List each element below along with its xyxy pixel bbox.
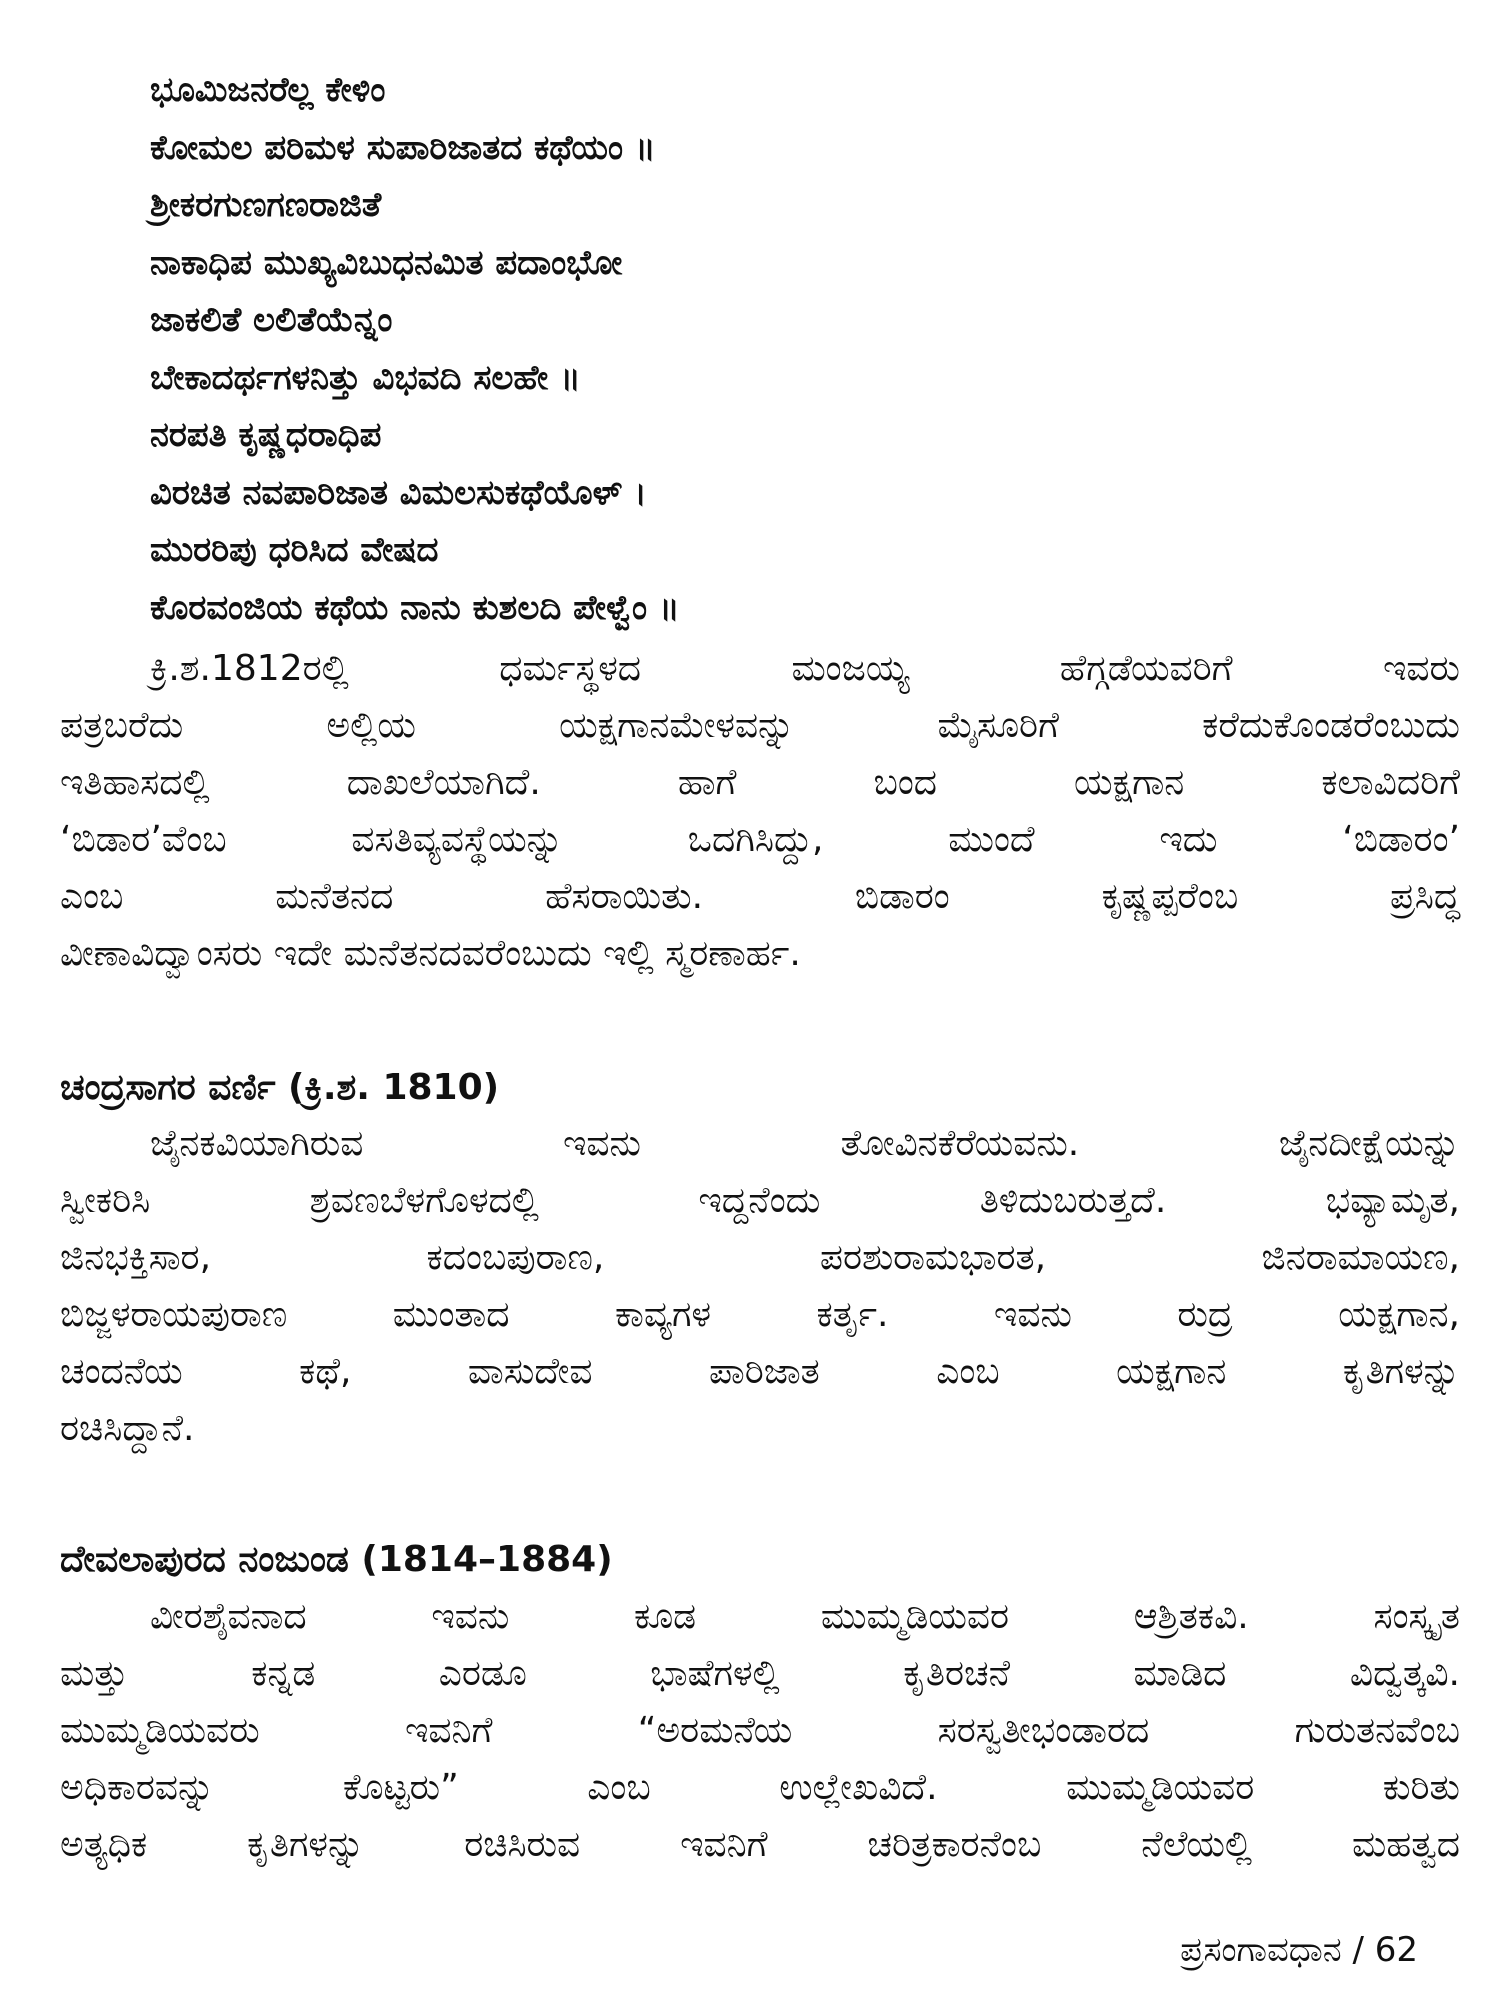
paragraph-line: ಎಂಬ ಮನೆತನದ ಹೆಸರಾಯಿತು. ಬಿಡಾರಂ ಕೃಷ್ಣಪ್ಪರೆಂಬ ಪ್ರಸಿದ್ಧ bbox=[60, 876, 1460, 917]
paragraph-line: ವೀಣಾವಿದ್ವಾಂಸರು ಇದೇ ಮನೆತನದವರೆಂಬುದು ಇಲ್ಲಿ ಸ್ಮರಣಾರ್ಹ. bbox=[60, 933, 801, 974]
verse-line: ಕೋಮಲ ಪರಿಮಳ ಸುಪಾರಿಜಾತದ ಕಥೆಯಂ ॥ bbox=[150, 127, 656, 168]
paragraph-line: ಮುಮ್ಮಡಿಯವರು ಇವನಿಗೆ “ಅರಮನೆಯ ಸರಸ್ವತೀಭಂಡಾರದ ಗುರುತನವೆಂಬ bbox=[60, 1710, 1460, 1751]
paragraph-line: ಸ್ವೀಕರಿಸಿ ಶ್ರವಣಬೆಳಗೊಳದಲ್ಲಿ ಇದ್ದನೆಂದು ತಿಳಿದುಬರುತ್ತದೆ. ಭವ್ಯಾಮೃತ, bbox=[60, 1180, 1460, 1221]
verse-line: ನಾಕಾಧಿಪ ಮುಖ್ಯವಿಬುಧನಮಿತ ಪದಾಂಭೋ bbox=[150, 242, 623, 283]
paragraph-line: ರಚಿಸಿದ್ದಾನೆ. bbox=[60, 1408, 195, 1449]
verse-line: ಜಾಕಲಿತೆ ಲಲಿತೆಯೆನ್ನಂ bbox=[150, 300, 393, 340]
verse-block bbox=[150, 62, 1400, 637]
verse-line: ನರಪತಿ ಕೃಷ್ಣಧರಾಧಿಪ bbox=[150, 415, 382, 455]
paragraph-line: ವೀರಶೈವನಾದ ಇವನು ಕೂಡ ಮುಮ್ಮಡಿಯವರ ಆಶ್ರಿತಕವಿ. ಸಂಸ್ಕೃತ bbox=[150, 1596, 1460, 1637]
paragraph-line: ಇತಿಹಾಸದಲ್ಲಿ ದಾಖಲೆಯಾಗಿದೆ. ಹಾಗೆ ಬಂದ ಯಕ್ಷಗಾನ ಕಲಾವಿದರಿಗೆ bbox=[60, 762, 1460, 803]
paragraph-line: ಜಿನಭಕ್ತಿಸಾರ, ಕದಂಬಪುರಾಣ, ಪರಶುರಾಮಭಾರತ, ಜಿನರಾಮಾಯಣ, bbox=[60, 1237, 1460, 1278]
verse-line: ಭೂಮಿಜನರೆಲ್ಲ ಕೇಳಿಂ bbox=[150, 70, 386, 110]
paragraph-line: ಅಧಿಕಾರವನ್ನು ಕೊಟ್ಟರು” ಎಂಬ ಉಲ್ಲೇಖವಿದೆ. ಮುಮ್ಮಡಿಯವರ ಕುರಿತು bbox=[60, 1767, 1460, 1808]
paragraph-line: ಬಿಜ್ಜಳರಾಯಪುರಾಣ ಮುಂತಾದ ಕಾವ್ಯಗಳ ಕರ್ತೃ. ಇವನು ರುದ್ರ ಯಕ್ಷಗಾನ, bbox=[60, 1294, 1460, 1335]
paragraph-line: ಕ್ರಿ.ಶ.1812ರಲ್ಲಿ ಧರ್ಮಸ್ಥಳದ ಮಂಜಯ್ಯ ಹೆಗ್ಗಡೆಯವರಿಗೆ ಇವರು bbox=[150, 648, 1460, 689]
paragraph-line: ಚಂದನೆಯ ಕಥೆ, ವಾಸುದೇವ ಪಾರಿಜಾತ ಎಂಬ ಯಕ್ಷಗಾನ ಕೃತಿಗಳನ್ನು bbox=[60, 1351, 1460, 1392]
paragraph-line: ‘ಬಿಡಾರ’ವೆಂಬ ವಸತಿವ್ಯವಸ್ಥೆಯನ್ನು ಒದಗಿಸಿದ್ದು, ಮುಂದೆ ಇದು ‘ಬಿಡಾರಂ’ bbox=[60, 819, 1460, 860]
verse-line: ಮುರರಿಪು ಧರಿಸಿದ ವೇಷದ bbox=[150, 530, 439, 570]
page-footer: ಪ್ರಸಂಗಾವಧಾನ / 62 bbox=[1180, 1930, 1418, 1970]
paragraph-line: ಪತ್ರಬರೆದು ಅಲ್ಲಿಯ ಯಕ್ಷಗಾನಮೇಳವನ್ನು ಮೈಸೂರಿಗೆ ಕರೆದುಕೊಂಡರೆಂಬುದು bbox=[60, 705, 1460, 746]
paragraph-nanjunda bbox=[60, 1588, 1460, 1873]
paragraph-chandrasagara bbox=[60, 1115, 1460, 1457]
verse-line: ಬೇಕಾದರ್ಥಗಳನಿತ್ತು ವಿಭವದಿ ಸಲಹೇ ॥ bbox=[150, 357, 581, 398]
section-heading-chandrasagara: ಚಂದ್ರಸಾಗರ ವರ್ಣಿ (ಕ್ರಿ.ಶ. 1810) bbox=[60, 1067, 500, 1108]
verse-line: ಕೊರವಂಜಿಯ ಕಥೆಯ ನಾನು ಕುಶಲದಿ ಪೇಳ್ವೆಂ ॥ bbox=[150, 587, 680, 628]
section-heading-nanjunda: ದೇವಲಾಪುರದ ನಂಜುಂಡ (1814–1884) bbox=[60, 1539, 613, 1580]
verse-line: ವಿರಚಿತ ನವಪಾರಿಜಾತ ವಿಮಲಸುಕಥೆಯೊಳ್ । bbox=[150, 472, 647, 513]
paragraph-bidaram bbox=[60, 640, 1460, 982]
paragraph-line: ಮತ್ತು ಕನ್ನಡ ಎರಡೂ ಭಾಷೆಗಳಲ್ಲಿ ಕೃತಿರಚನೆ ಮಾಡಿದ ವಿದ್ವತ್ಕವಿ. bbox=[60, 1653, 1460, 1694]
paragraph-line: ಅತ್ಯಧಿಕ ಕೃತಿಗಳನ್ನು ರಚಿಸಿರುವ ಇವನಿಗೆ ಚರಿತ್ರಕಾರನೆಂಬ ನೆಲೆಯಲ್ಲಿ ಮಹತ್ವದ bbox=[60, 1824, 1460, 1865]
paragraph-line: ಜೈನಕವಿಯಾಗಿರುವ ಇವನು ತೋವಿನಕೆರೆಯವನು. ಜೈನದೀಕ್ಷೆಯನ್ನು bbox=[150, 1123, 1460, 1164]
verse-line: ಶ್ರೀಕರಗುಣಗಣರಾಜಿತೆ bbox=[150, 185, 382, 225]
